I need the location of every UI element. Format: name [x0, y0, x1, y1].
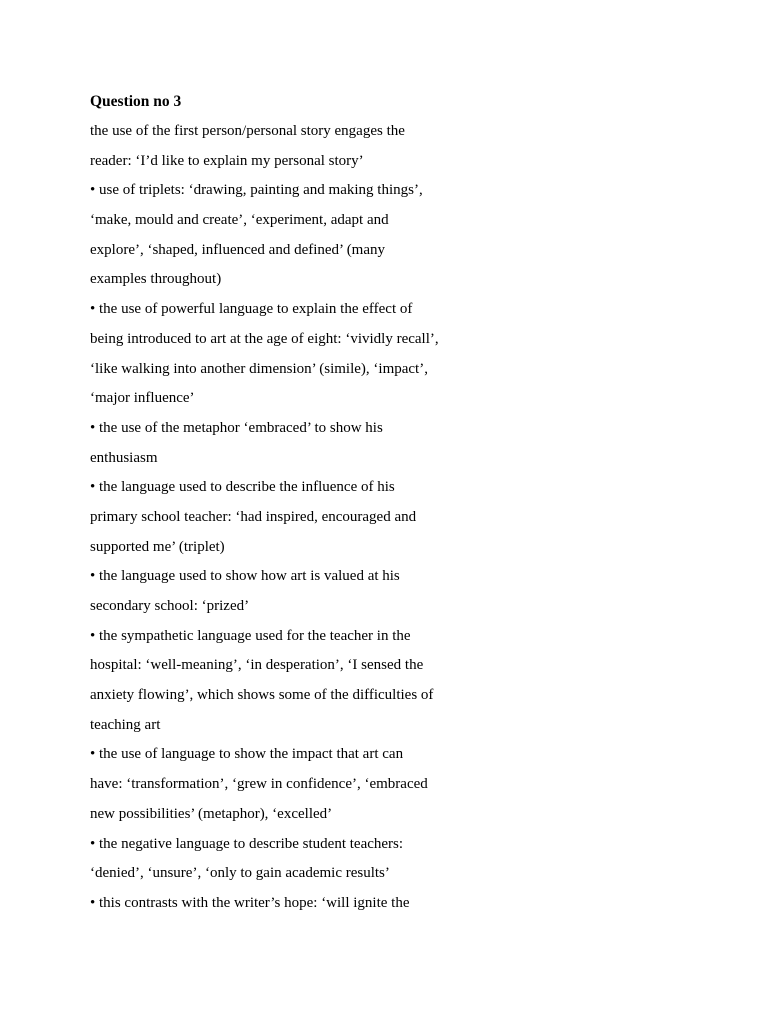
- text-line: ‘like walking into another dimension’ (simile), ‘impact’,: [90, 360, 428, 377]
- text-line: teaching art: [90, 716, 161, 733]
- text-line: the use of the first person/personal story engages the: [90, 123, 405, 139]
- text-line: examples throughout): [90, 271, 222, 288]
- bullet-line: • the sympathetic language used for the teacher in the: [90, 627, 411, 644]
- bullet-line: • use of triplets: ‘drawing, painting and making things’,: [90, 182, 423, 199]
- bullet-line: • the use of the metaphor ‘embraced’ to show his: [90, 419, 383, 436]
- text-line: explore’, ‘shaped, influenced and defined’ (many: [90, 241, 386, 258]
- bullet-line: • the negative language to describe student teachers:: [90, 835, 404, 852]
- text-line: new possibilities’ (metaphor), ‘excelled’: [90, 805, 333, 822]
- text-line: ‘major influence’: [90, 390, 195, 407]
- bullet-line: • the language used to describe the influence of his: [90, 479, 395, 496]
- text-line: reader: ‘I’d like to explain my personal story’: [90, 152, 364, 169]
- bullet-line: • this contrasts with the writer’s hope: ‘will ignite the: [90, 894, 410, 911]
- text-line: hospital: ‘well-meaning’, ‘in desperation’, ‘I sensed the: [90, 657, 424, 674]
- bullet-line: • the use of powerful language to explain the effect of: [90, 301, 413, 318]
- text-line: primary school teacher: ‘had inspired, encouraged and: [90, 508, 417, 525]
- text-line: supported me’ (triplet): [90, 538, 225, 555]
- document-body: [90, 88, 470, 919]
- text-line: enthusiasm: [90, 449, 158, 466]
- text-line: being introduced to art at the age of eight: ‘vividly recall’,: [90, 330, 439, 347]
- text-line: secondary school: ‘prized’: [90, 598, 250, 614]
- question-heading: Question no 3: [90, 93, 182, 110]
- text-line: anxiety flowing’, which shows some of the difficulties of: [90, 687, 434, 704]
- bullet-line: • the use of language to show the impact that art can: [90, 746, 404, 763]
- text-line: ‘denied’, ‘unsure’, ‘only to gain academic results’: [90, 865, 390, 882]
- bullet-line: • the language used to show how art is valued at his: [90, 568, 400, 585]
- text-line: have: ‘transformation’, ‘grew in confidence’, ‘embraced: [90, 776, 428, 793]
- text-line: ‘make, mould and create’, ‘experiment, adapt and: [90, 212, 389, 229]
